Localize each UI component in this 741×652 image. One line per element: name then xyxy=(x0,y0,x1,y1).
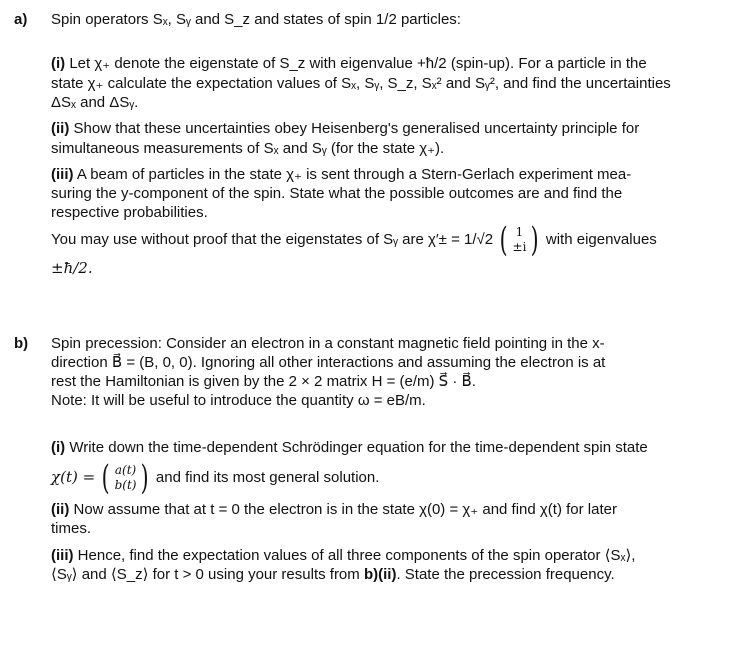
part-b-i-label: (i) xyxy=(51,439,66,456)
part-a-ii-line xyxy=(51,120,639,138)
part-a-iii-label: (iii) xyxy=(51,166,74,183)
vector-entry: b(t) xyxy=(114,478,137,493)
part-b-ii-label: (ii) xyxy=(51,501,70,518)
vector-entry: a(t) xyxy=(114,463,137,478)
part-a-ii-line: simultaneous measurements of Sₓ and Sᵧ (for the state χ₊). xyxy=(51,140,445,157)
text: Write down the time-dependent Schrödinger equation for the time-dependent spin state xyxy=(69,439,648,456)
text: Let χ₊ denote the eigenstate of S_z with eigenvalue +ħ/2 (spin-up). For a particle in the xyxy=(69,55,647,72)
part-a-iii-line: suring the y-component of the spin. State what the possible outcomes are and find the xyxy=(51,185,623,202)
part-a-hint xyxy=(51,220,657,261)
part-b-intro-line: rest the Hamiltonian is given by the 2 × 2 matrix H = (e/m) S⃗ · B⃗. xyxy=(51,373,476,390)
hint-text: with eigenvalues xyxy=(545,231,657,248)
part-b-iii-line xyxy=(51,566,615,584)
part-a-i-label: (i) xyxy=(51,55,66,72)
part-a-i-line: state χ₊ calculate the expectation values of Sₓ, Sᵧ, S_z, Sₓ² and Sᵧ², and find the uncertainties xyxy=(51,75,671,92)
chi-t: χ(t) = xyxy=(51,468,96,486)
vector-entry: 1 xyxy=(515,225,524,240)
part-a-heading: Spin operators Sₓ, Sᵧ and S_z and states of spin 1/2 particles: xyxy=(51,11,461,28)
part-b-intro-line: Spin precession: Consider an electron in a constant magnetic field pointing in the x- xyxy=(51,335,605,352)
part-a-i-line xyxy=(51,55,647,73)
part-a-hint-end: ±ħ/2. xyxy=(51,259,93,277)
column-vector: ( a(t) b(t) ) xyxy=(101,458,150,499)
part-b-iii-line xyxy=(51,547,635,565)
hint-text: You may use without proof that the eigenstates of Sᵧ are χ′± = 1/√2 xyxy=(51,231,494,248)
part-b-label: b) xyxy=(14,335,29,352)
part-b-intro-line: direction B⃗ = (B, 0, 0). Ignoring all other interactions and assuming the electron is at xyxy=(51,354,606,371)
part-b-ii-line xyxy=(51,501,617,519)
part-a-i-line: ΔSₓ and ΔSᵧ. xyxy=(51,94,139,111)
text: A beam of particles in the state χ₊ is sent through a Stern-Gerlach experiment mea- xyxy=(76,166,632,183)
part-b-i-vector-line xyxy=(51,458,380,499)
part-a-ii-label: (ii) xyxy=(51,120,70,137)
text: Show that these uncertainties obey Heisenberg's generalised uncertainty principle for xyxy=(73,120,640,137)
text: Hence, find the expectation values of all three components of the spin operator ⟨Sₓ⟩, xyxy=(77,547,636,564)
part-b-intro-line: Note: It will be useful to introduce the quantity ω = eB/m. xyxy=(51,392,426,409)
reference: b)(ii) xyxy=(363,566,397,583)
column-vector: ( 1 ±i ) xyxy=(499,220,540,261)
text: and find its most general solution. xyxy=(155,469,380,486)
part-a-label: a) xyxy=(14,11,28,28)
text: ⟨Sᵧ⟩ and ⟨S_z⟩ for t > 0 using your results from xyxy=(51,566,360,583)
part-b-iii-label: (iii) xyxy=(51,547,74,564)
text: Now assume that at t = 0 the electron is in the state χ(0) = χ₊ and find χ(t) for later xyxy=(73,501,617,518)
text: . State the precession frequency. xyxy=(396,566,615,583)
part-a-iii-line: respective probabilities. xyxy=(51,204,208,221)
part-b-i-line xyxy=(51,439,648,457)
vector-entry: ±i xyxy=(512,240,527,255)
part-b-ii-line: times. xyxy=(51,520,92,537)
part-a-iii-line xyxy=(51,166,631,184)
